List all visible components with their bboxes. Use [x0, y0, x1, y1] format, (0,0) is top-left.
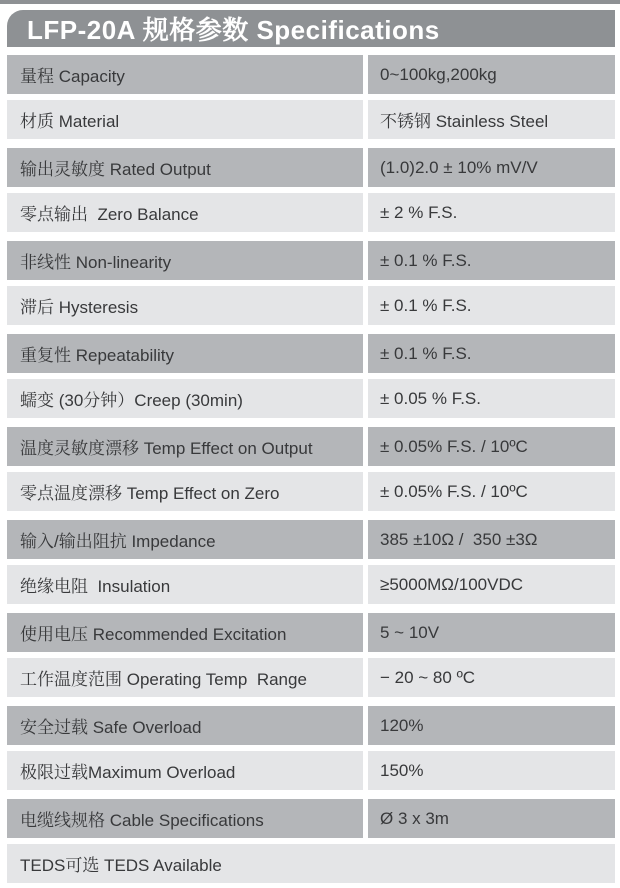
spec-label-cell: 输入/输出阻抗 Impedance: [7, 520, 363, 559]
spec-value-cell: 385 ±10Ω / 350 ±3Ω: [368, 520, 615, 559]
spec-label-cell: 绝缘电阻 Insulation: [7, 565, 363, 604]
spec-label-cell: 零点输出 Zero Balance: [7, 193, 363, 232]
spec-row: [7, 100, 615, 139]
spec-value-cell: ≥5000MΩ/100VDC: [368, 565, 615, 604]
spec-row: [7, 844, 615, 883]
spec-value-cell: Ø 3 x 3m: [368, 799, 615, 838]
spec-label-cell: 滞后 Hysteresis: [7, 286, 363, 325]
spec-value-cell: (1.0)2.0 ± 10% mV/V: [368, 148, 615, 187]
spec-row: [7, 193, 615, 232]
spec-label-cell: 安全过载 Safe Overload: [7, 706, 363, 745]
spec-row: [7, 613, 615, 652]
spec-row: [7, 286, 615, 325]
spec-row: [7, 751, 615, 790]
spec-row: [7, 799, 615, 838]
spec-value-cell: 120%: [368, 706, 615, 745]
spec-value-cell: ± 0.05% F.S. / 10ºC: [368, 472, 615, 511]
spec-label-cell: 电缆线规格 Cable Specifications: [7, 799, 363, 838]
spec-row: [7, 379, 615, 418]
spec-label-cell: 非线性 Non-linearity: [7, 241, 363, 280]
spec-value-cell: − 20 ~ 80 ºC: [368, 658, 615, 697]
spec-label-cell: 量程 Capacity: [7, 55, 363, 94]
spec-label-cell: 材质 Material: [7, 100, 363, 139]
spec-value-cell: 不锈钢 Stainless Steel: [368, 100, 615, 139]
spec-row: [7, 658, 615, 697]
spec-value-cell: ± 2 % F.S.: [368, 193, 615, 232]
spec-label-cell: 工作温度范围 Operating Temp Range: [7, 658, 363, 697]
spec-label-cell: 极限过载Maximum Overload: [7, 751, 363, 790]
spec-row: [7, 334, 615, 373]
spec-value-cell: ± 0.1 % F.S.: [368, 286, 615, 325]
spec-value-cell: 0~100kg,200kg: [368, 55, 615, 94]
spec-label-cell: 零点温度漂移 Temp Effect on Zero: [7, 472, 363, 511]
spec-label-cell: 温度灵敏度漂移 Temp Effect on Output: [7, 427, 363, 466]
spec-table: [7, 55, 615, 883]
spec-label-cell: 重复性 Repeatability: [7, 334, 363, 373]
spec-row: [7, 472, 615, 511]
spec-row: [7, 427, 615, 466]
spec-row: [7, 148, 615, 187]
spec-value-cell: 5 ~ 10V: [368, 613, 615, 652]
page-title: LFP-20A 规格参数 Specifications: [27, 15, 440, 45]
spec-value-cell: ± 0.05 % F.S.: [368, 379, 615, 418]
spec-label-cell: 输出灵敏度 Rated Output: [7, 148, 363, 187]
spec-row: [7, 565, 615, 604]
spec-row: [7, 520, 615, 559]
spec-row: [7, 55, 615, 94]
page-title-bar: [7, 10, 615, 47]
spec-value-cell: 150%: [368, 751, 615, 790]
spec-label-cell: TEDS可选 TEDS Available: [7, 844, 615, 883]
spec-row: [7, 241, 615, 280]
top-strip: [0, 0, 620, 4]
spec-label-cell: 蠕变 (30分钟）Creep (30min): [7, 379, 363, 418]
spec-value-cell: ± 0.1 % F.S.: [368, 334, 615, 373]
spec-label-cell: 使用电压 Recommended Excitation: [7, 613, 363, 652]
spec-row: [7, 706, 615, 745]
spec-value-cell: ± 0.05% F.S. / 10ºC: [368, 427, 615, 466]
spec-value-cell: ± 0.1 % F.S.: [368, 241, 615, 280]
